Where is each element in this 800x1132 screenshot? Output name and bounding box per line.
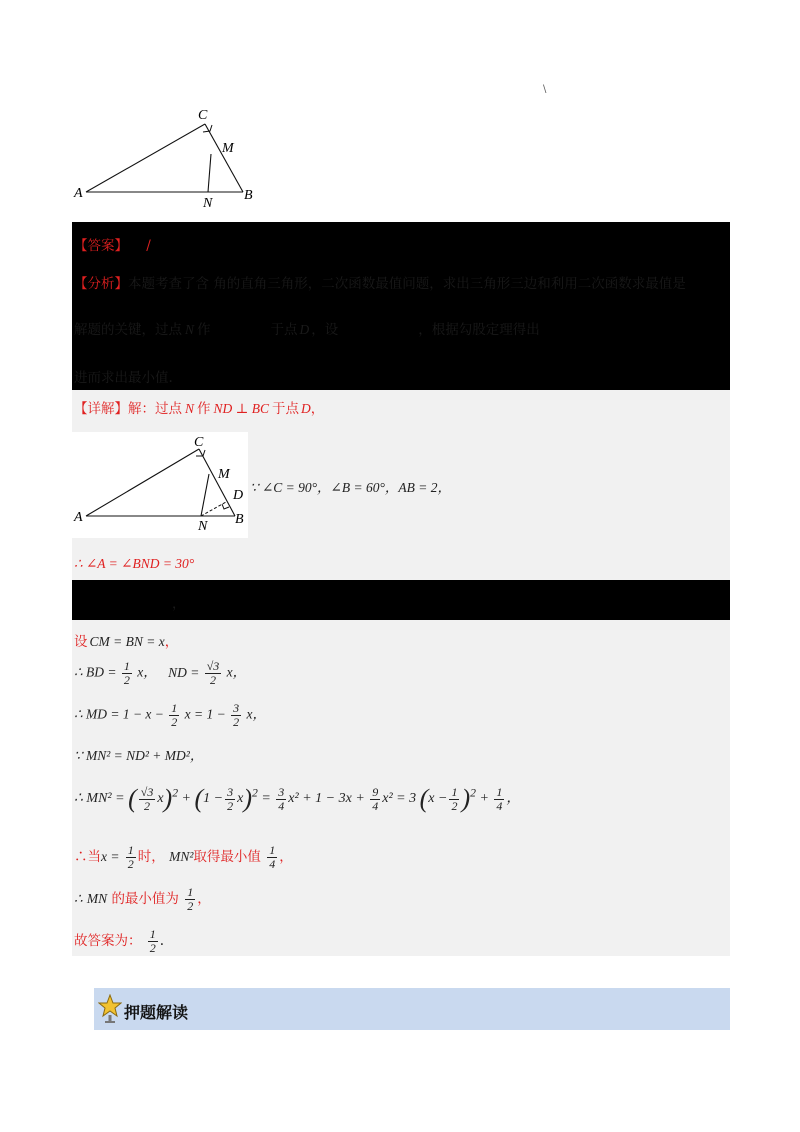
answer-line [74,234,151,254]
answer-tag: 【答案】 [74,238,128,254]
triangle-figure-2 [72,432,248,538]
detail-intro: 【详解】解：过点 N 作 ND ⊥ BC 于点 D， [74,401,325,417]
pythagoras: ∵ MN² = ND² + MD²， [74,748,204,763]
step-bd-nd: ∴ BD = $\frac{1}{2}$ x， ND = $\frac{√3}{2}$ x， [74,659,247,687]
detail-tag: 【详解】 [74,401,128,417]
expansion: ∴ MN² = ( $\frac{√3}{2}$ x)$^2$ + (1 − $\frac{3}{2}$ x)$^2$ = $\frac{3}{4}$ x² + 1 − 3x + $\frac{9}{4}$ x² = 3 (x − $\frac{1}{2}$ )$^2$ + $\frac{1}{4}$ ， [74,784,521,813]
step-md: ∴ MD = 1 − x − $\frac{1}{2}$ x = 1 − $\frac{3}{2}$ x， [74,701,266,729]
minimum-condition: ∴当x = $\frac{1}{2}$ 时， MN²取得最小值 $\frac{1}{4}$ ， [74,843,293,871]
analysis-line-1 [74,272,686,292]
label2-m: M [218,467,230,482]
analysis-line-2: 解题的关键，过点 N 作 于点 D ，设 ，根据勾股定理得出 [74,322,540,338]
analysis-line-3: 进而求出最小值. [74,370,173,386]
analysis-tag: 【分析】 [74,276,128,292]
analysis-text-1: 本题考查了含 角的直角三角形，二次函数最值问题，求出三角形三边和利用二次函数求最值是 [128,276,686,292]
star-icon [98,994,122,1024]
label2-b: B [235,512,244,527]
angle-equality: ∴ ∠A = ∠BND = 30° [74,556,195,571]
hidden-step-band [72,580,730,620]
answer-analysis-block [72,222,730,390]
label-c: C [198,108,208,123]
triangle-figure-1 [72,105,262,210]
given-conditions: ∵ ∠C = 90°，∠B = 60°，AB = 2， [250,480,451,495]
label2-a: A [74,510,83,525]
label-b: B [244,188,253,203]
segment-ac [86,124,205,192]
label2-n: N [198,519,208,534]
answer-value: / [146,238,151,254]
section-banner [94,988,730,1030]
set-variable: 设 CM = BN = x， [74,634,179,650]
label-a: A [74,186,83,201]
stray-mark: \ [543,84,547,95]
final-answer: 故答案为： $\frac{1}{2}$ . [74,927,165,955]
label-n: N [203,196,213,210]
label-m: M [222,141,234,156]
minimum-result: ∴ MN 的最小值为 $\frac{1}{2}$ ， [74,885,211,913]
segment-mn [208,154,211,192]
label2-d: D [233,488,244,503]
banner-title: 押题解读 [124,1003,189,1022]
label2-c: C [194,435,204,450]
